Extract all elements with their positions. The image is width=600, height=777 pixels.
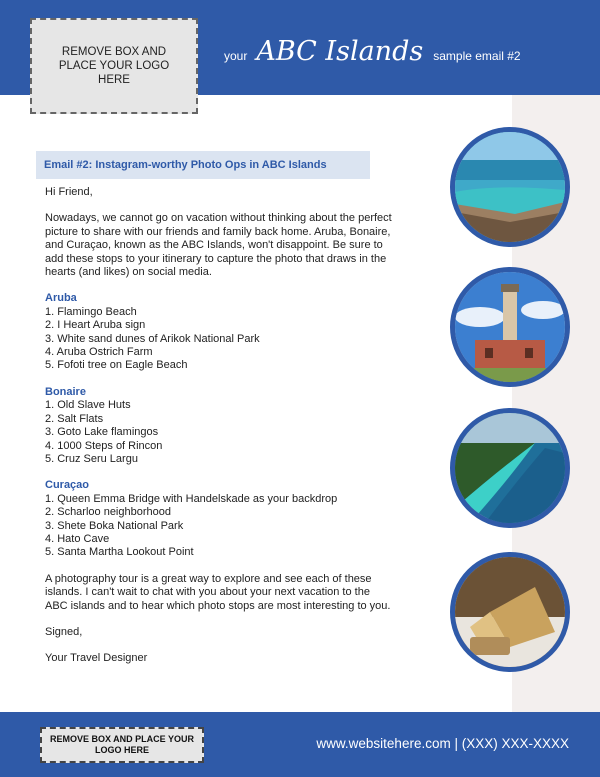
list-item: 4. Aruba Ostrich Farm [45,346,153,359]
signoff: Signed, [45,625,83,638]
list-item: 2. Salt Flats [45,412,104,425]
list-item: 3. Goto Lake flamingos [45,426,159,439]
brand-your: your [224,49,248,63]
logo-placeholder[interactable] [30,18,198,114]
greeting: Hi Friend, [45,186,93,198]
aerial-coast-image [455,413,565,523]
list-item: 3. Shete Boka National Park [45,519,184,532]
section-heading-aruba: Aruba [45,292,77,305]
footer-contact: www.websitehere.com | (XXX) XXX-XXXX [316,736,569,751]
lighthouse-image [455,272,565,382]
photo-lighthouse [450,267,570,387]
photo-cheese [450,552,570,672]
brand-name: ABC Islands [256,36,424,67]
list-item: 5. Fofoti tree on Eagle Beach [45,359,188,372]
list-aruba [45,306,395,373]
footer-logo-placeholder[interactable] [40,727,204,763]
list-item: 2. Scharloo neighborhood [45,506,171,519]
list-item: 1. Old Slave Huts [45,399,131,412]
list-item: 5. Santa Martha Lookout Point [45,546,194,559]
email-title-bar [36,151,370,179]
section-heading-curacao: Curaçao [45,479,90,492]
photo-aerial-coast [450,408,570,528]
email-title: Email #2: Instagram-worthy Photo Ops in ABC Islands [44,159,327,171]
list-item: 5. Cruz Seru Largu [45,452,138,465]
list-item: 1. Flamingo Beach [45,305,137,318]
footer-logo-text: REMOVE BOX AND PLACE YOUR LOGO HERE [49,734,195,755]
list-item: 4. Hato Cave [45,532,110,545]
list-item: 3. White sand dunes of Arikok National Park [45,332,260,345]
brand-title [224,36,521,67]
email-body [45,186,395,679]
intro-paragraph: Nowadays, we cannot go on vacation without thinking about the perfect picture to share with our friends and family back home. Aruba, Bonaire, and Curaçao, known as the ABC Islands, won't disappoint. Be sure to add these stops to your itinerary to capture the photo that draws in the hearts (and likes) on social media. [45,212,392,279]
list-bonaire [45,399,395,466]
list-curacao [45,493,395,560]
logo-placeholder-text: REMOVE BOX AND PLACE YOUR LOGO HERE [58,46,170,86]
coastline-image [455,132,565,242]
photo-coastline [450,127,570,247]
list-item: 1. Queen Emma Bridge with Handelskade as your backdrop [45,492,338,505]
signature: Your Travel Designer [45,652,148,665]
cheese-image [455,557,565,667]
section-heading-bonaire: Bonaire [45,385,86,398]
closing-paragraph: A photography tour is a great way to explore and see each of these islands. I can't wait to chat with you about your next vacation to the ABC islands and to hear which photo stops are most interesting to you. [45,572,391,612]
brand-sample: sample email #2 [433,49,521,63]
list-item: 4. 1000 Steps of Rincon [45,439,163,452]
list-item: 2. I Heart Aruba sign [45,319,146,332]
